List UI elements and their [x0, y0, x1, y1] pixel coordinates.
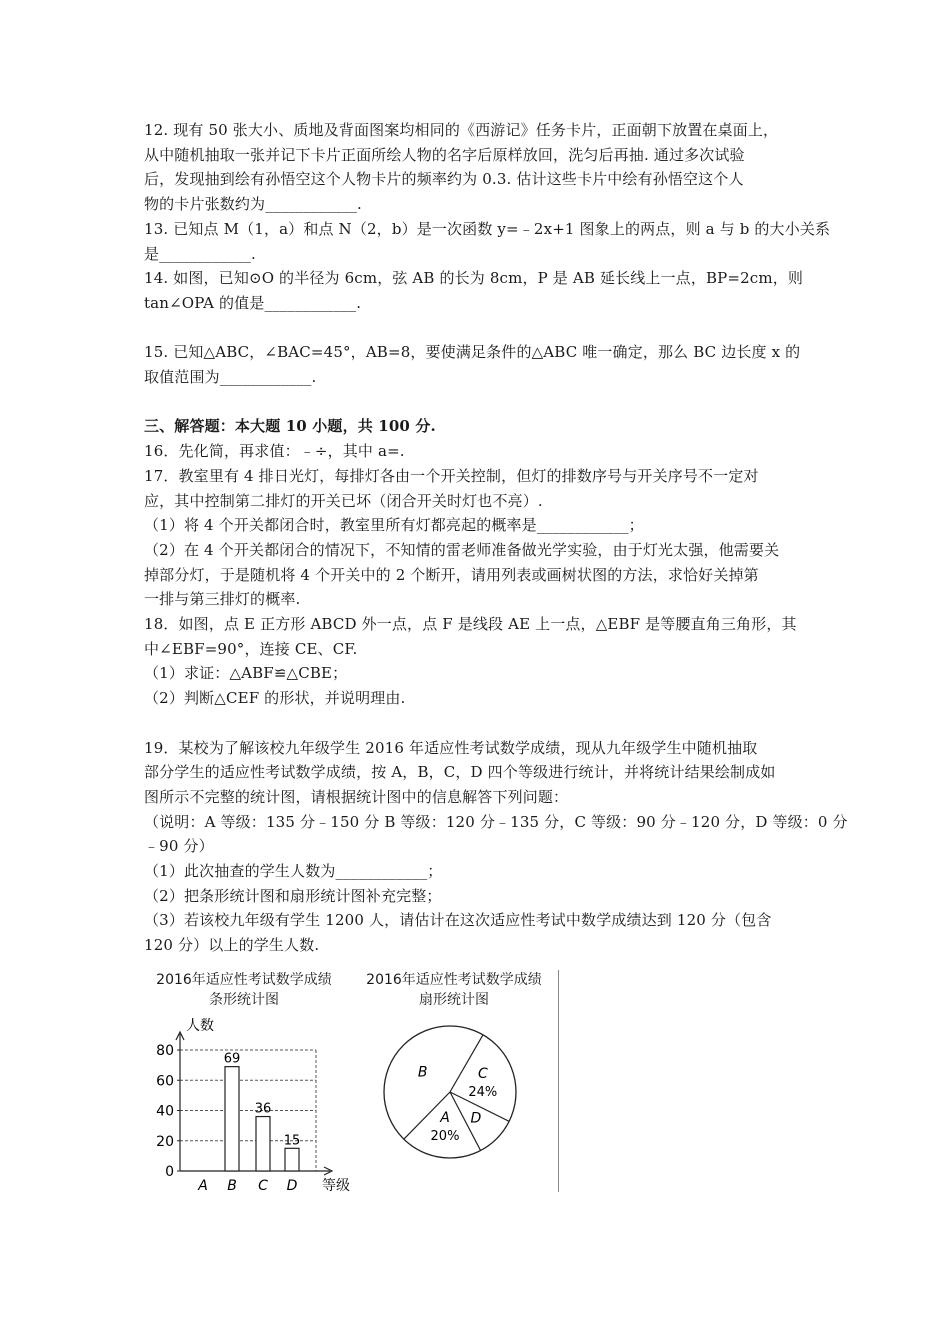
text-line: 12. 现有 50 张大小、质地及背面图案均相同的《西游记》任务卡片，正面朝下放置在桌面上，: [144, 121, 779, 139]
bar-chart: [140, 968, 350, 1196]
text-line: 部分学生的适应性考试数学成绩，按 A，B，C，D 四个等级进行统计，并将统计结果绘制成如: [144, 763, 776, 782]
text-line: （说明：A 等级：135 分﹣150 分 B 等级：120 分﹣135 分，C 等级：90 分﹣120 分，D 等级：0 分: [144, 812, 848, 831]
statistics-figures: [140, 968, 560, 1196]
y-tick-label: 60: [156, 1073, 174, 1090]
text-line: 18．如图，点 E 正方形 ABCD 外一点，点 F 是线段 AE 上一点，△EBF 是等腰直角三角形，其: [144, 615, 797, 634]
slice-label-B: B: [417, 1064, 428, 1081]
data-label-C: 36: [254, 1101, 272, 1117]
text-line: （1）求证：△ABF≌△CBE；: [144, 664, 348, 683]
text-line: 掉部分灯，于是随机将 4 个开关中的 2 个断开，请用列表或画树状图的方法，求恰好关掉第: [144, 565, 759, 584]
document-body: [144, 118, 848, 958]
text-line: （2）把条形统计图和扇形统计图补充完整；: [144, 886, 442, 905]
text-line: 后，发现抽到绘有孙悟空这个人物卡片的频率约为 0.3. 估计这些卡片中绘有孙悟空这个人: [144, 170, 744, 189]
text-line: 应，其中控制第二排灯的开关已坏（闭合开关时灯也不亮）.: [144, 491, 543, 510]
text-line: 15. 已知△ABC，∠BAC=45°，AB=8，要使满足条件的△ABC 唯一确定，那么 BC 边长度 x 的: [144, 343, 801, 362]
y-tick-label: 20: [156, 1133, 174, 1150]
text-line: （2）判断△CEF 的形状，并说明理由.: [144, 689, 406, 708]
x-axis-label: 等级: [322, 1178, 350, 1194]
text-line: 13. 已知点 M（1，a）和点 N（2，b）是一次函数 y=﹣2x+1 图象上的两点，则 a 与 b 的大小关系: [144, 219, 831, 238]
data-label-B: 69: [223, 1051, 241, 1067]
text-line: 取值范围为____________.: [144, 368, 317, 387]
text-line: tan∠OPA 的值是____________.: [144, 293, 362, 312]
text-line: 一排与第三排灯的概率.: [144, 590, 301, 609]
text-line: 17．教室里有 4 排日光灯，每排灯各由一个开关控制，但灯的排数序号与开关序号不一定对: [144, 466, 759, 485]
bar-chart-subtitle: 条形统计图: [209, 992, 279, 1008]
x-tick-label-C: C: [258, 1178, 268, 1194]
slice-label-C: C: [477, 1066, 488, 1083]
text-line: 是____________.: [144, 244, 256, 263]
text-line: 14. 如图，已知⊙O 的半径为 6cm，弦 AB 的长为 8cm，P 是 AB 延长线上一点，BP=2cm，则: [144, 269, 804, 288]
text-line: 图所示不完整的统计图，请根据统计图中的信息解答下列问题：: [144, 787, 569, 806]
bar-D: [285, 1148, 299, 1171]
blank-line: [144, 390, 812, 415]
text-line: 从中随机抽取一张并记下卡片正面所绘人物的名字后原样放回，洗匀后再抽. 通过多次试验: [144, 145, 745, 164]
x-tick-label-A: A: [198, 1178, 208, 1194]
text-line: 物的卡片张数约为____________.: [144, 195, 362, 214]
text-line: 中∠EBF=90°，连接 CE、CF.: [144, 639, 358, 658]
data-label-D: 15: [283, 1133, 301, 1149]
bar-C: [256, 1117, 270, 1171]
blank-line: [144, 316, 812, 341]
slice-label-A: A: [440, 1109, 450, 1126]
pie-chart-title: 2016年适应性考试数学成绩: [366, 972, 542, 988]
text-line: （1）此次抽查的学生人数为____________；: [144, 862, 443, 881]
y-tick-label: 0: [165, 1164, 174, 1180]
slice-percent-C: 24%: [468, 1085, 498, 1101]
text-line: （2）在 4 个开关都闭合的情况下，不知情的雷老师准备做光学实验，由于灯光太强，他需要关: [144, 540, 780, 559]
text-line: （1）将 4 个开关都闭合时，教室里所有灯都亮起的概率是____________；: [144, 516, 644, 535]
text-line: 120 分）以上的学生人数.: [144, 936, 320, 955]
text-line: 16．先化简，再求值：﹣÷，其中 a=.: [144, 442, 405, 461]
slice-label-D: D: [470, 1110, 482, 1127]
y-tick-label: 40: [156, 1103, 174, 1120]
y-axis-label: 人数: [186, 1018, 214, 1034]
bar-B: [225, 1067, 239, 1171]
text-line: （3）若该校九年级有学生 1200 人，请估计在这次适应性考试中数学成绩达到 120 分（包含: [144, 911, 772, 930]
pie-chart: [350, 968, 560, 1196]
text-line: 19．某校为了解该校九年级学生 2016 年适应性考试数学成绩，现从九年级学生中随机抽取: [144, 738, 758, 757]
pie-chart-subtitle: 扇形统计图: [419, 992, 489, 1008]
slice-percent-A: 20%: [430, 1128, 460, 1144]
y-tick-label: 80: [156, 1043, 174, 1059]
section-heading: 三、解答题：本大题 10 小题，共 100 分.: [144, 417, 436, 436]
blank-line: [144, 711, 812, 736]
text-line: ﹣90 分）: [144, 837, 214, 856]
bar-chart-title: 2016年适应性考试数学成绩: [156, 972, 332, 988]
x-tick-label-B: B: [227, 1178, 237, 1194]
x-tick-label-D: D: [286, 1178, 298, 1194]
